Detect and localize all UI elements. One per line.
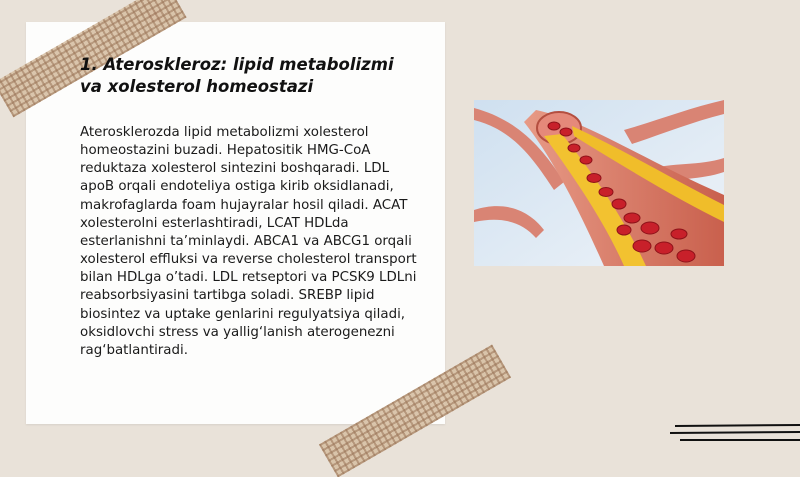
slide-title: 1. Ateroskleroz: lipid metabolizmi va xolesterol homeostazi <box>80 55 394 96</box>
artery-illustration-svg <box>474 100 724 266</box>
decorative-lines <box>670 418 800 448</box>
artery-plaque-illustration <box>474 100 724 266</box>
slide-body-text: Aterosklerozda lipid metabolizmi xolesterol homeostazini buzadi. Hepatositik HMG-CoA reduktaza xolesterol sintezini boshqaradi. LDL apoB orqali endoteliya ostiga kirib oksidlanadi, makrofaglarda foam hujayralar hosil qiladi. ACAT xolesterolni esterlashtiradi, LCAT HDLda esterlanishni ta’minlaydi. ABCA1 va ABCG1 orqali xolesterol effluksi va reverse cholesterol transport bilan HDLga o’tadi. LDL retseptori va PCSK9 LDLni reabsorbsiyasini tartibga soladi. SREBP lipid biosintez va uptake genlarini regulyatsiya qiladi, oksidlovchi stress va yallig‘lanish aterogenezni rag‘batlantiradi. <box>80 125 417 358</box>
